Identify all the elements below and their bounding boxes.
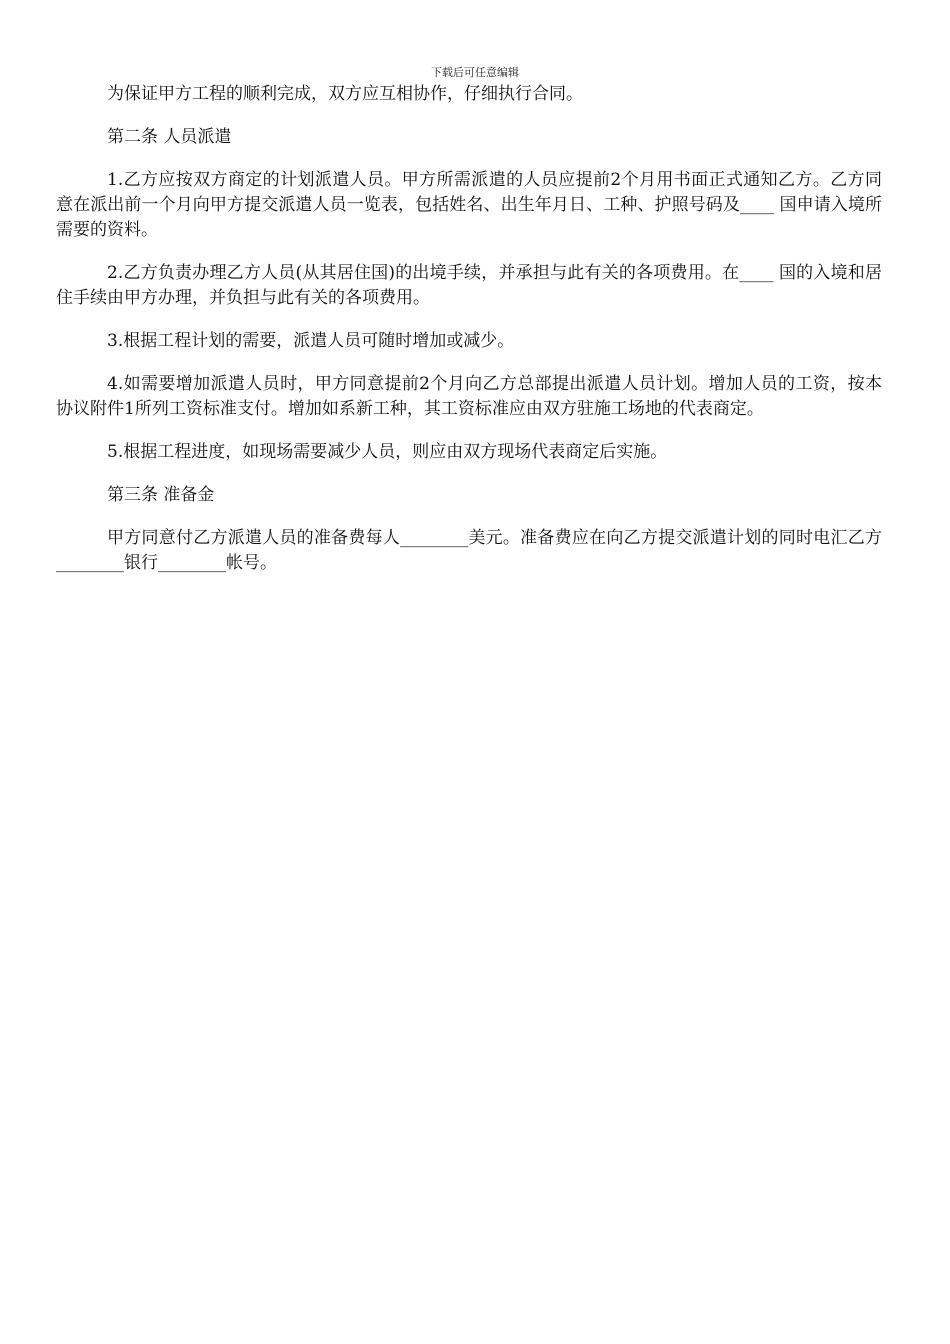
section-heading-reserve: 第三条 准备金: [107, 485, 215, 505]
reserve-paragraph: 甲方同意付乙方派遣人员的准备费每人________美元。准备费应在向乙方提交派遣计划的同时电汇乙方________银行________帐号。: [56, 528, 882, 573]
clause-paragraph: 4.如需要增加派遣人员时，甲方同意提前2个月向乙方总部提出派遣人员计划。增加人员的工资，按本协议附件1所列工资标准支付。增加如系新工种，其工资标准应由双方驻施工场地的代表商定。: [56, 374, 882, 419]
clause-paragraph: 2.乙方负责办理乙方人员(从其居住国)的出境手续，并承担与此有关的各项费用。在____ 国的入境和居住手续由甲方办理，并负担与此有关的各项费用。: [56, 263, 882, 308]
clause-paragraph: 1.乙方应按双方商定的计划派遣人员。甲方所需派遣的人员应提前2个月用书面正式通知乙方。乙方同意在派出前一个月向甲方提交派遣人员一览表，包括姓名、出生年月日、工种、护照号码及____ 国申请入境所需要的资料。: [56, 170, 882, 240]
clause-paragraph: 3.根据工程计划的需要，派遣人员可随时增加或减少。: [107, 331, 515, 351]
header-note: 下载后可任意编辑: [431, 66, 519, 79]
intro-paragraph: 为保证甲方工程的顺利完成，双方应互相协作，仔细执行合同。: [107, 84, 583, 104]
document-body: [56, 82, 882, 594]
section-heading-personnel: 第二条 人员派遣: [107, 127, 232, 147]
clause-paragraph: 5.根据工程进度，如现场需要减少人员，则应由双方现场代表商定后实施。: [107, 442, 668, 462]
